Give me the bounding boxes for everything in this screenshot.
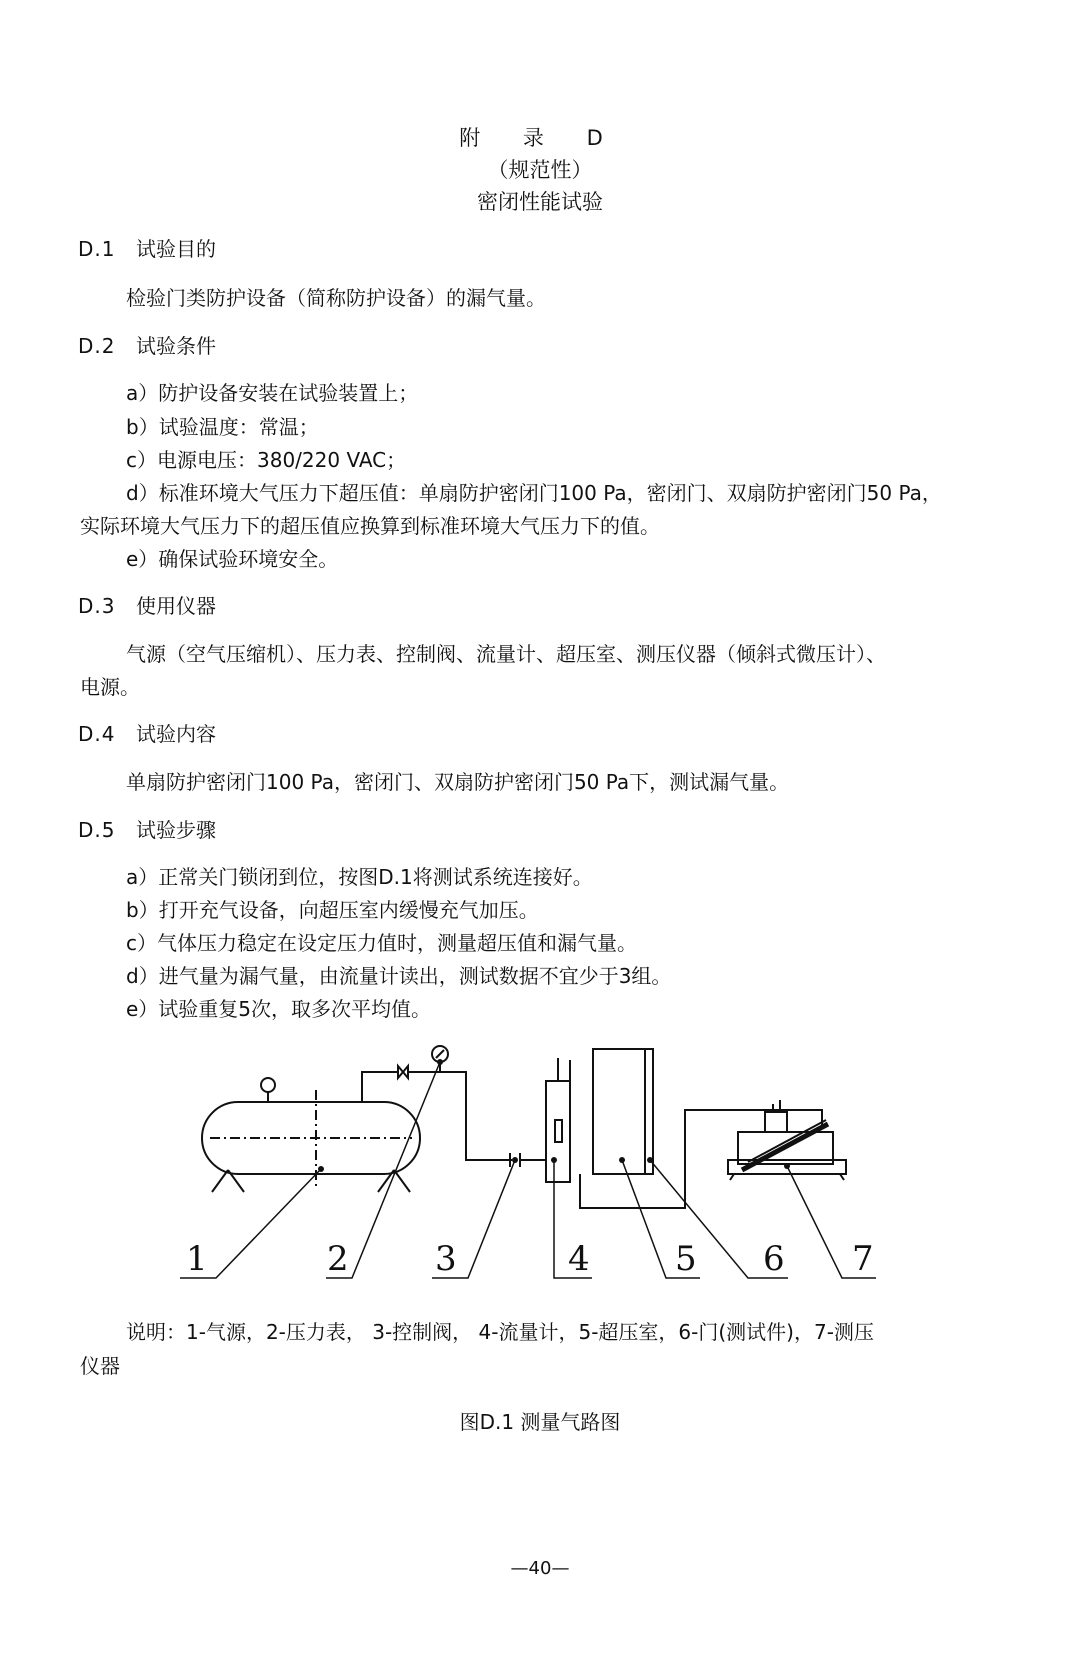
callout-label-2: 2 (327, 1239, 349, 1279)
callout-points (318, 1059, 790, 1172)
list-item-continuation: 实际环境大气压力下的超压值应换算到标准环境大气压力下的值。 (80, 514, 660, 538)
section-d3-text-line2: 电源。 (80, 675, 140, 699)
list-item: a）防护设备安装在试验装置上； (126, 381, 419, 405)
list-item: b）打开充气设备，向超压室内缓慢充气加压。 (126, 898, 539, 922)
section-number: D.1 (78, 237, 116, 261)
figure-legend-line1: 说明：1-气源，2-压力表， 3-控制阀， 4-流量计，5-超压室，6-门(测试件)，7-测压 (126, 1320, 874, 1344)
section-title: 试验步骤 (136, 818, 216, 842)
page-number: —40— (510, 1558, 570, 1579)
flow-meter (546, 1058, 570, 1182)
section-d3-text-line1: 气源（空气压缩机）、压力表、控制阀、流量计、超压室、测压仪器（倾斜式微压计）、 (126, 642, 886, 666)
section-d3-heading (78, 590, 216, 619)
air-pipe (362, 1062, 512, 1160)
overpressure-chamber (580, 1049, 822, 1208)
appendix-heading: 附 录 D (459, 126, 621, 150)
figure-legend-line2: 仪器 (80, 1354, 120, 1378)
list-item: d）进气量为漏气量，由流量计读出，测试数据不宜少于3组。 (126, 964, 672, 988)
shutoff-valve-icon (398, 1066, 408, 1078)
list-item: e）试验重复5次，取多次平均值。 (126, 997, 432, 1021)
callout-label-3: 3 (435, 1239, 457, 1279)
appendix-nature: （规范性） (487, 158, 593, 182)
section-d1-heading (78, 233, 216, 262)
section-d4-heading (78, 718, 216, 747)
callout-label-7: 7 (852, 1239, 874, 1279)
section-number: D.2 (78, 334, 116, 358)
section-d2-heading (78, 330, 216, 359)
section-title: 试验内容 (136, 722, 216, 746)
figure-title: 图D.1 测量气路图 (459, 1410, 621, 1434)
section-title: 使用仪器 (136, 594, 216, 618)
list-item: d）标准环境大气压力下超压值：单扇防护密闭门100 Pa，密闭门、双扇防护密闭门50 Pa， (126, 481, 942, 505)
section-d4-text: 单扇防护密闭门100 Pa，密闭门、双扇防护密闭门50 Pa下，测试漏气量。 (126, 770, 790, 794)
list-item: c）电源电压：380/220 VAC； (126, 448, 407, 472)
callout-labels (186, 1239, 874, 1279)
list-item: e）确保试验环境安全。 (126, 547, 339, 571)
section-number: D.4 (78, 722, 116, 746)
section-number: D.3 (78, 594, 116, 618)
list-item: c）气体压力稳定在设定压力值时，测量超压值和漏气量。 (126, 931, 637, 955)
list-item: b）试验温度：常温； (126, 415, 319, 439)
list-item: a）正常关门锁闭到位，按图D.1将测试系统连接好。 (126, 865, 593, 889)
callout-label-5: 5 (675, 1239, 697, 1279)
section-d5-heading (78, 814, 216, 843)
section-title: 试验条件 (136, 334, 216, 358)
air-compressor-tank (202, 1078, 420, 1192)
callout-label-6: 6 (763, 1239, 785, 1279)
section-d1-text: 检验门类防护设备（简称防护设备）的漏气量。 (126, 286, 546, 310)
appendix-title: 密闭性能试验 (477, 190, 603, 214)
callout-label-1: 1 (186, 1239, 208, 1279)
section-title: 试验目的 (136, 237, 216, 261)
callout-label-4: 4 (568, 1239, 590, 1279)
air-path-diagram (0, 1030, 1080, 1300)
section-number: D.5 (78, 818, 116, 842)
